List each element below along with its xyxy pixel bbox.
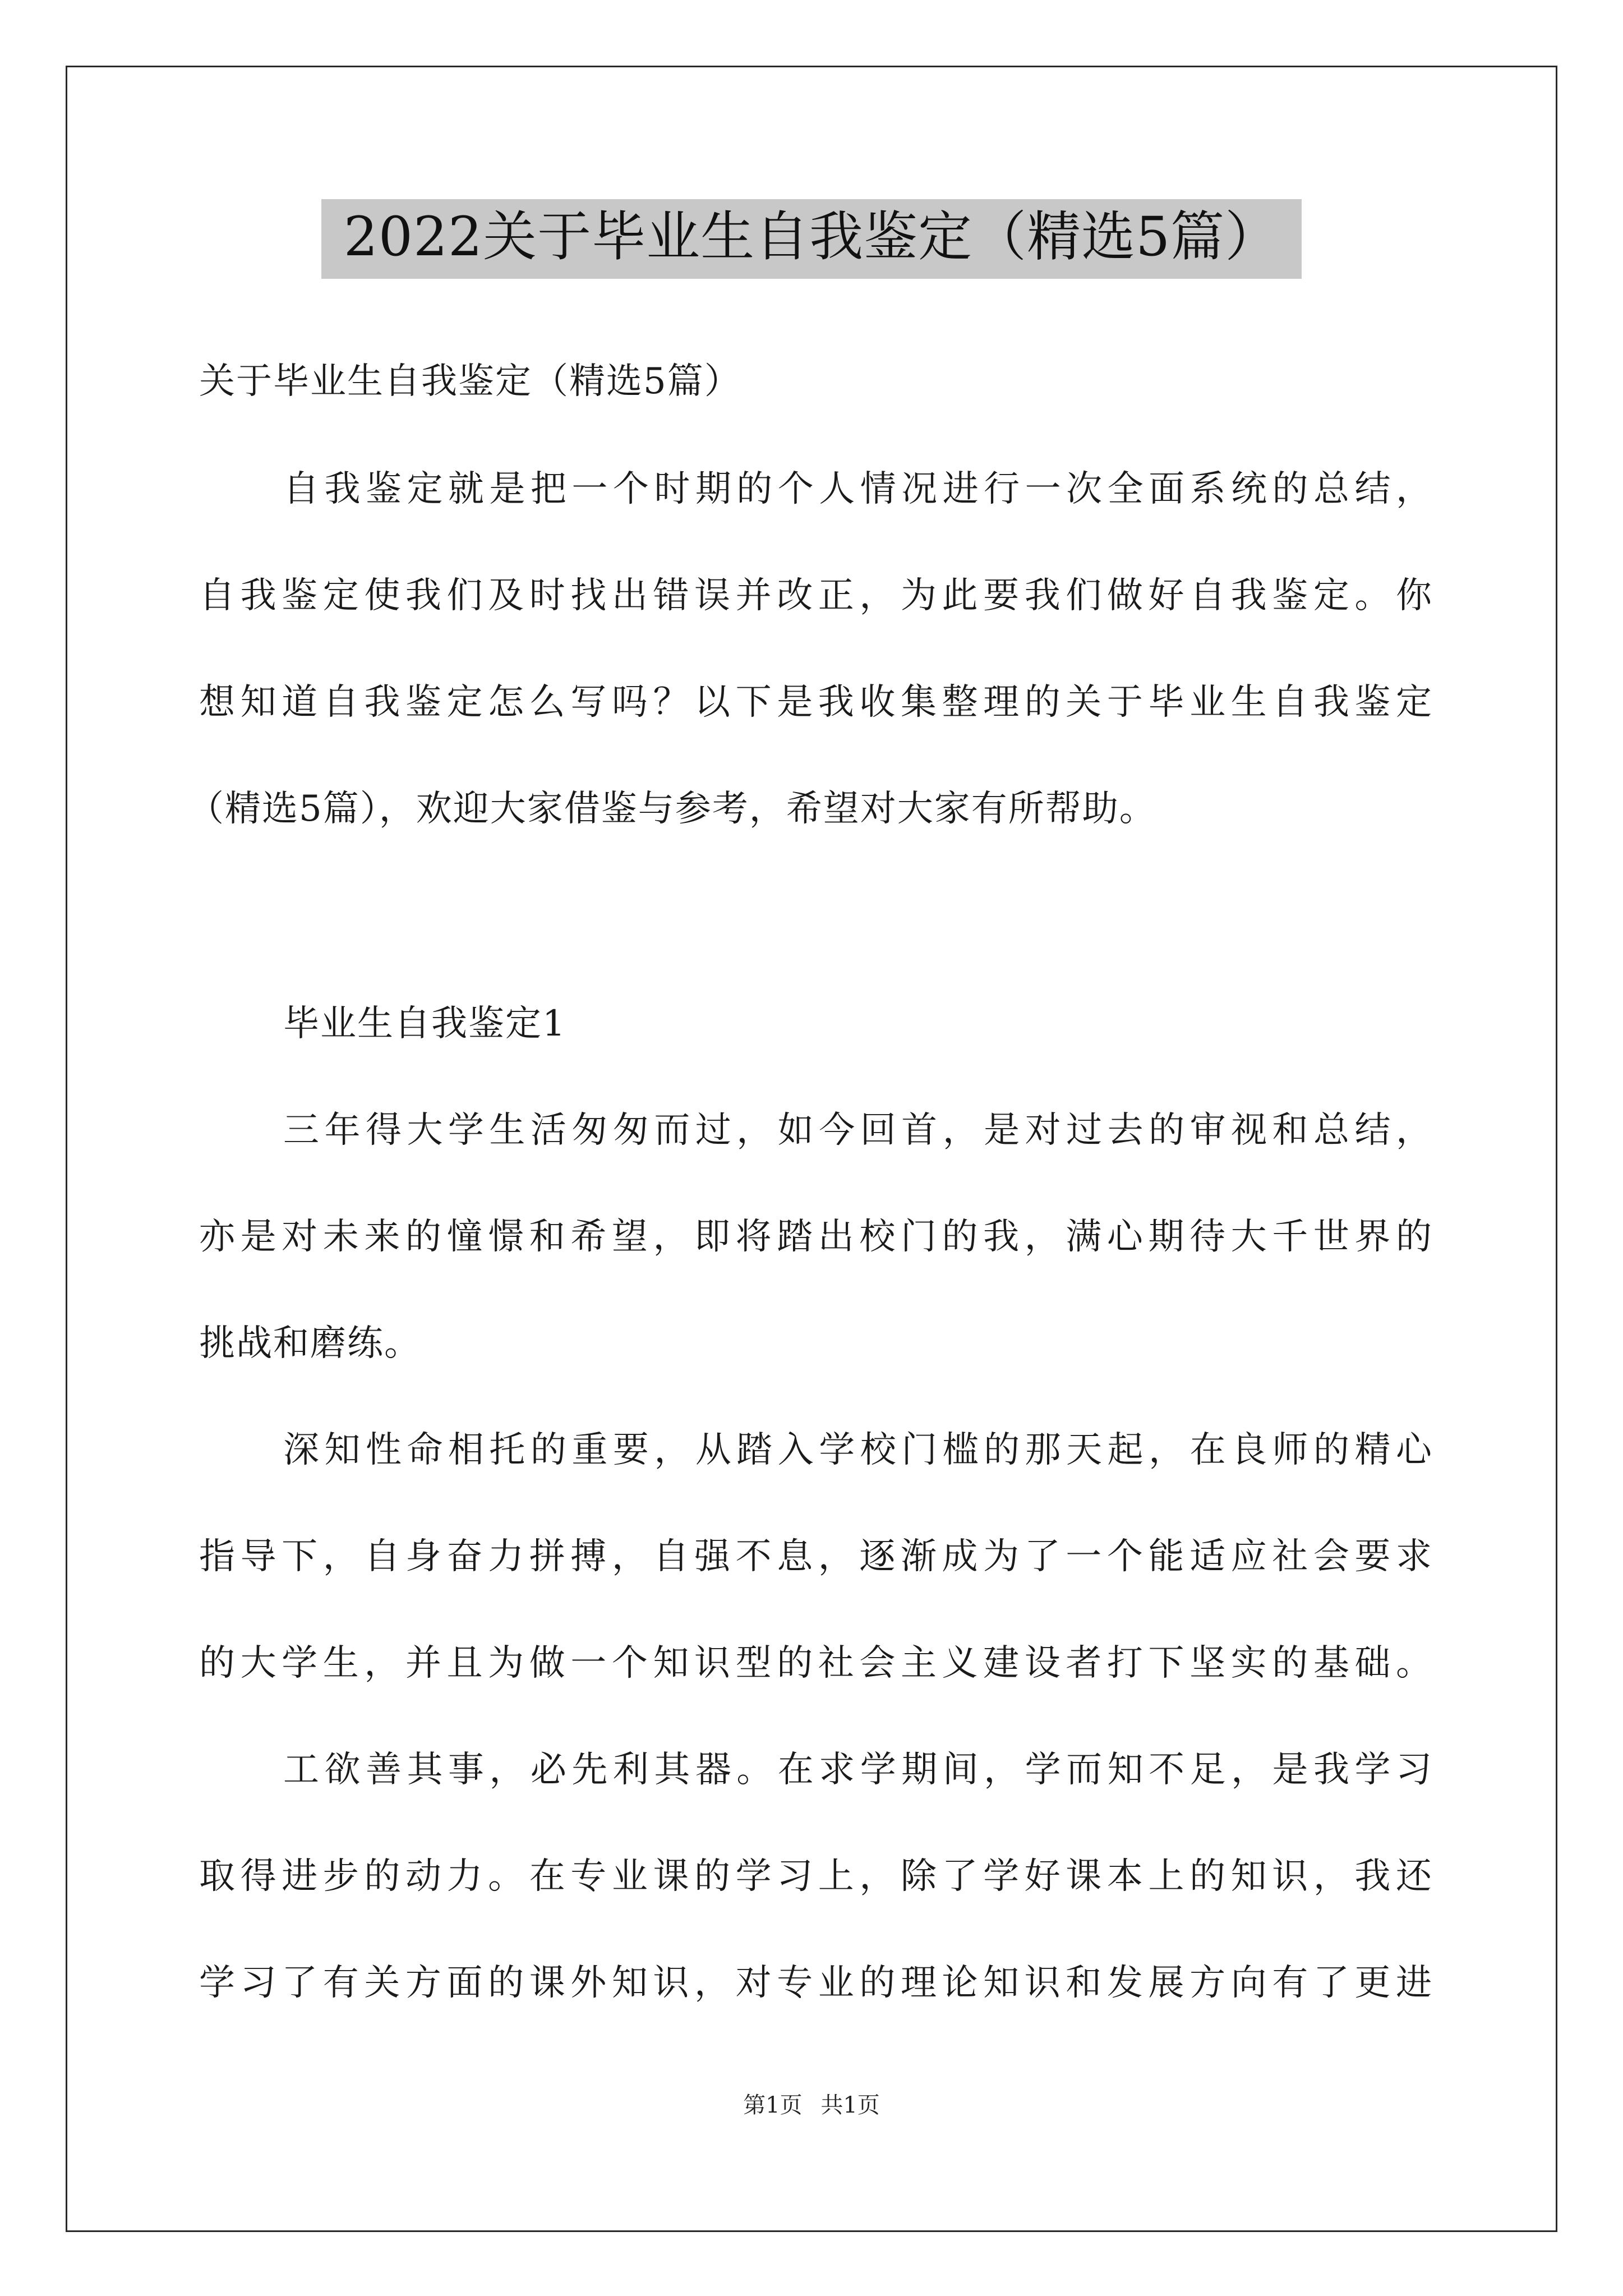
paragraph-line: 指导下，自身奋力拼搏，自强不息，逐渐成为了一个能适应社会要求	[199, 1536, 1433, 1577]
paragraph-line: 自我鉴定就是把一个时期的个人情况进行一次全面系统的总结，	[283, 468, 1433, 510]
paragraph-line: 三年得大学生活匆匆而过，如今回首，是对过去的审视和总结，	[283, 1110, 1433, 1151]
title-container	[0, 199, 1623, 279]
document-title: 2022关于毕业生自我鉴定（精选5篇）	[321, 199, 1302, 279]
subtitle-line: 关于毕业生自我鉴定（精选5篇）	[199, 361, 741, 402]
paragraph-line: 的大学生，并且为做一个知识型的社会主义建设者打下坚实的基础。	[199, 1642, 1433, 1684]
section-heading: 毕业生自我鉴定1	[283, 1003, 566, 1045]
paragraph-line: 学习了有关方面的课外知识，对专业的理论知识和发展方向有了更进	[199, 1962, 1433, 2004]
page-footer	[0, 2091, 1623, 2119]
paragraph-line: 工欲善其事，必先利其器。在求学期间，学而知不足，是我学习	[283, 1749, 1433, 1791]
paragraph-line: 亦是对未来的憧憬和希望，即将踏出校门的我，满心期待大千世界的	[199, 1216, 1433, 1258]
page-number: 第1页	[743, 2092, 803, 2118]
paragraph-line: （精选5篇），欢迎大家借鉴与参考，希望对大家有所帮助。	[188, 788, 1156, 830]
paragraph-line: 取得进步的动力。在专业课的学习上，除了学好课本上的知识，我还	[199, 1856, 1433, 1897]
paragraph-line: 挑战和磨练。	[199, 1323, 421, 1364]
paragraph-line: 想知道自我鉴定怎么写吗？以下是我收集整理的关于毕业生自我鉴定	[199, 682, 1433, 723]
page-total: 共1页	[820, 2092, 880, 2118]
paragraph-line: 深知性命相托的重要，从踏入学校门槛的那天起，在良师的精心	[283, 1429, 1433, 1471]
paragraph-line: 自我鉴定使我们及时找出错误并改正，为此要我们做好自我鉴定。你	[199, 575, 1433, 616]
